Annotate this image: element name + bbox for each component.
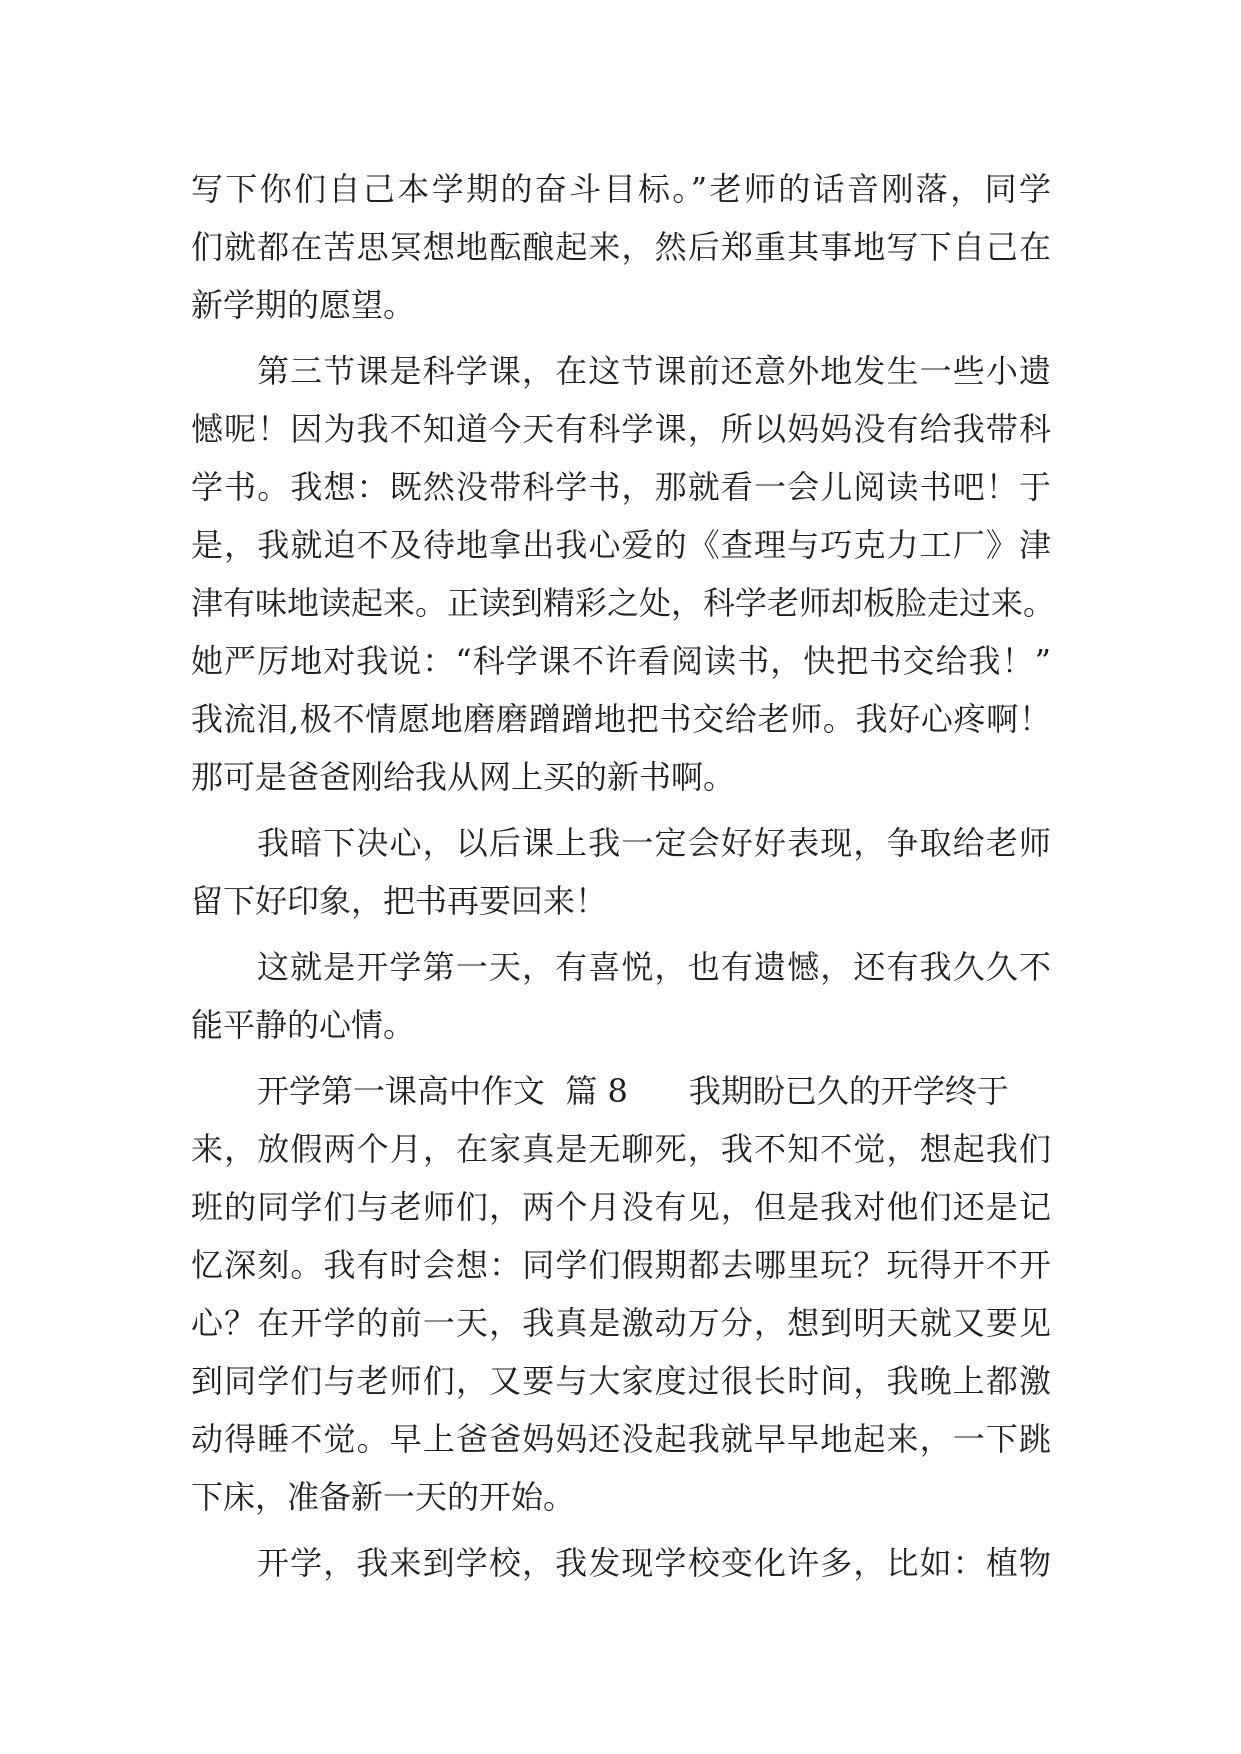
paragraph-start-line: 我暗下决心，以后课上我一定会好好表现，争取给老师 [257, 824, 1051, 862]
text-line: 那可是爸爸刚给我从网上买的新书啊。 [191, 758, 736, 796]
text-line: 班的同学们与老师们，两个月没有见，但是我对他们还是记 [191, 1188, 1051, 1226]
text-line: 下床，准备新一天的开始。 [191, 1478, 576, 1516]
text-line: 心？在开学的前一天，我真是激动万分，想到明天就又要见 [191, 1304, 1051, 1342]
text-line: 学书。我想：既然没带科学书，那就看一会儿阅读书吧！于 [191, 468, 1051, 506]
text-line: 憾呢！因为我不知道今天有科学课，所以妈妈没有给我带科 [191, 410, 1051, 448]
text-line: 能平静的心情。 [191, 1006, 416, 1044]
text-line: 津有味地读起来。正读到精彩之处，科学老师却板脸走过来。 [191, 584, 1056, 622]
text-line: 到同学们与老师们，又要与大家度过很长时间，我晚上都激 [191, 1362, 1051, 1400]
paragraph-start-line: 第三节课是科学课，在这节课前还意外地发生一些小遗 [257, 352, 1051, 390]
text-line: 忆深刻。我有时会想：同学们假期都去哪里玩？玩得开不开 [191, 1246, 1051, 1284]
text-line: 写下你们自己本学期的奋斗目标。”老师的话音刚落，同学 [191, 170, 1051, 208]
text-line: 们就都在苦思冥想地酝酿起来，然后郑重其事地写下自己在 [191, 228, 1051, 266]
paragraph-start-line: 这就是开学第一天，有喜悦，也有遗憾，还有我久久不 [257, 948, 1051, 986]
section-heading-line: 开学第一课高中作文 篇 8 我期盼已久的开学终于 [257, 1072, 1009, 1110]
text-line: 动得睡不觉。早上爸爸妈妈还没起我就早早地起来，一下跳 [191, 1420, 1051, 1458]
text-line: 来，放假两个月，在家真是无聊死，我不知不觉，想起我们 [191, 1130, 1051, 1168]
paragraph-start-line: 开学，我来到学校，我发现学校变化许多，比如：植物 [257, 1544, 1051, 1582]
text-line: 我流泪,极不情愿地磨磨蹭蹭地把书交给老师。我好心疼啊！ [191, 700, 1051, 738]
text-line: 新学期的愿望。 [191, 286, 416, 324]
essay-body [191, 160, 1056, 1592]
text-line: 留下好印象，把书再要回来！ [191, 882, 608, 920]
text-line: 她严厉地对我说：“科学课不许看阅读书，快把书交给我！” [191, 642, 1051, 680]
text-line: 是，我就迫不及待地拿出我心爱的《查理与巧克力工厂》津 [191, 526, 1051, 564]
